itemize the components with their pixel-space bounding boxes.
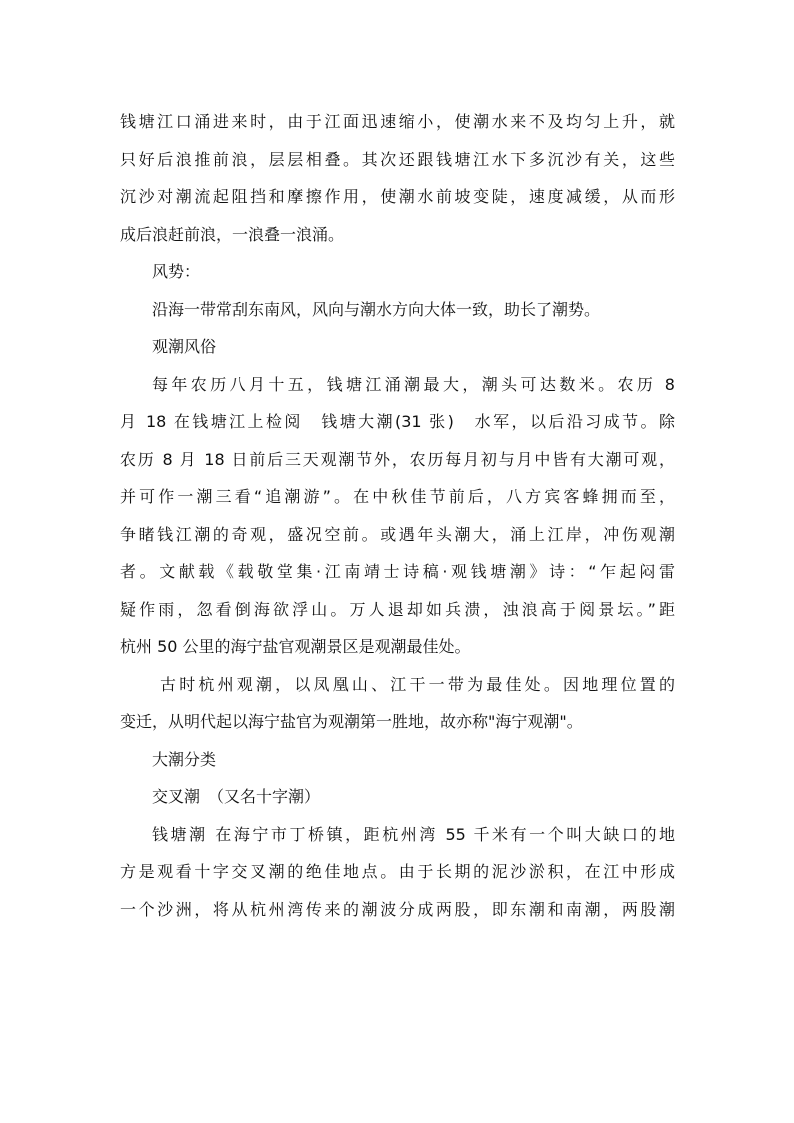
text-line: 沉沙对潮流起阻挡和摩擦作用，使潮水前坡变陡，速度减缓，从而形 [120, 187, 675, 206]
text-line: 沿海一带常刮东南风，风向与潮水方向大体一致，助长了潮势。 [152, 299, 601, 319]
section-label-wind: 风势： [152, 262, 201, 281]
text-line: 者。文献载《载敬堂集·江南靖士诗稿·观钱塘潮》诗：“乍起闷雷 [120, 562, 675, 581]
text-line: 每年农历八月十五，钱塘江涌潮最大，潮头可达数米。农历 8 [152, 374, 675, 394]
text-line: 变迁，从明代起以海宁盐官为观潮第一胜地，故亦称"海宁观潮"。 [120, 712, 583, 731]
text-line: 杭州 50 公里的海宁盐官观潮景区是观潮最佳处。 [120, 637, 471, 656]
text-line: 月 18 在钱塘江上检阅 钱塘大潮(31 张) 水军，以后沿习成节。除 [120, 412, 675, 431]
section-heading-customs: 观潮风俗 [152, 337, 217, 356]
text-line: 古时杭州观潮，以凤凰山、江干一带为最佳处。因地理位置的 [160, 674, 675, 694]
document-page [120, 103, 675, 928]
text-line: 疑作雨，忽看倒海欲浮山。万人退却如兵溃，浊浪高于阅景坛。”距 [120, 599, 675, 619]
text-line: 农历 8 月 18 日前后三天观潮节外，农历每月初与月中皆有大潮可观， [120, 449, 675, 469]
text-line: 只好后浪推前浪，层层相叠。其次还跟钱塘江水下多沉沙有关，这些 [120, 149, 675, 169]
section-heading-tide-types: 大潮分类 [152, 749, 217, 769]
text-line: 一个沙洲，将从杭州湾传来的潮波分成两股，即东潮和南潮，两股潮 [120, 899, 675, 919]
text-line: 争睹钱江潮的奇观，盛况空前。或遇年头潮大，涌上江岸，冲伤观潮 [120, 524, 675, 544]
text-line: 钱塘潮 在海宁市丁桥镇，距杭州湾 55 千米有一个叫大缺口的地 [152, 824, 675, 844]
text-line: 成后浪赶前浪，一浪叠一浪涌。 [120, 224, 345, 244]
text-line: 钱塘江口涌进来时，由于江面迅速缩小，使潮水来不及均匀上升，就 [120, 112, 675, 131]
subsection-heading-cross-tide: 交叉潮 （又名十字潮） [152, 787, 321, 806]
text-line: 并可作一潮三看“追潮游”。在中秋佳节前后，八方宾客蜂拥而至， [120, 487, 675, 506]
text-line: 方是观看十字交叉潮的绝佳地点。由于长期的泥沙淤积，在江中形成 [120, 862, 675, 881]
